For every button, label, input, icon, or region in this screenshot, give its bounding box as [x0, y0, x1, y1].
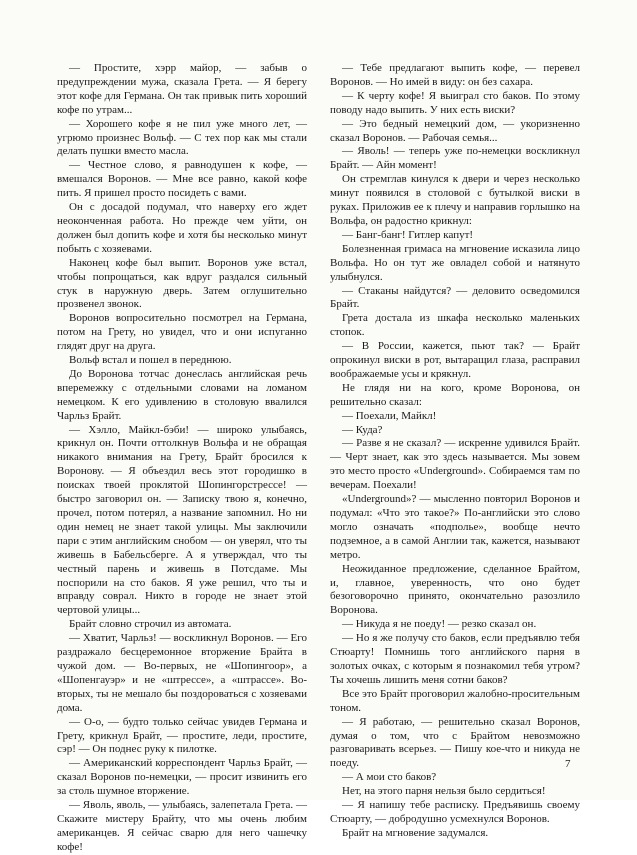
paragraph: Наконец кофе был выпит. Воронов уже встал, чтобы попрощаться, как вдруг раздался сильный стук в наружную дверь. Затем оглушительно прозвенел звонок.: [57, 256, 307, 311]
paragraph: — Я работаю, — решительно сказал Воронов, думая о том, что с Брайтом невозможно разговаривать всерьез. — Пишу кое-что и никуда не поеду.: [330, 715, 580, 770]
paragraph: — Куда?: [342, 423, 383, 436]
paragraph: — Тебе предлагают выпить кофе, — перевел Воронов. — Но имей в виду: он без сахара.: [330, 62, 580, 88]
paragraph: — Разве я не сказал? — искренне удивился Брайт. — Черт знает, как это здесь называется. Мы зовем это место просто «Underground». Собираемся там по вечерам. Поехали!: [330, 437, 580, 492]
paragraph: — Никуда я не поеду! — резко сказал он.: [342, 618, 537, 631]
paragraph: — Американский корреспондент Чарльз Брайт, — сказал Воронов по-немецки, — просит извинить его за столь шумное вторжение.: [57, 757, 307, 798]
paragraph: — В России, кажется, пьют так? — Брайт опрокинул виски в рот, вытаращил глаза, расправил воображаемые усы и крякнул.: [330, 340, 580, 380]
paragraph: — Хэлло, Майкл-бэби! — широко улыбаясь, крикнул он. Почти оттолкнув Вольфа и не обращая никакого внимания на Грету, Брайт бросился к Воронову. — Я объездил весь этот городишко в поисках твоей проклятой Шопингорстрессе! — быстро заговорил он. — Записку твою я, конечно, прочел, потом потерял, а название запомнил. Но ни один немец не знает такой улицы. Мы заключили пари с этим английским снобом — он уверял, что ты живешь в Бабельсберге. А я утверждал, что ты честный парень и живешь в Потсдаме. Мы поспорили на сто баков. Я уже решил, что ты и вправду соврал. Никто в городе не знает этой чертовой улицы...: [57, 423, 307, 617]
paragraph: — Простите, хэрр майор, — забыв о предупреждении мужа, сказала Грета. — Я берегу этот кофе для Германа. Он так привык пить хороший кофе по утрам...: [57, 62, 307, 116]
page-number: 7: [565, 758, 571, 770]
paragraph: Неожиданное предложение, сделанное Брайтом, и, главное, уверенность, что оно будет безоговорочно принято, окончательно разозлило Воронова.: [330, 562, 580, 617]
paragraph: Болезненная гримаса на мгновение исказила лицо Вольфа. Но он тут же овладел собой и натянуто улыбнулся.: [330, 242, 580, 283]
paragraph: — О-о, — будто только сейчас увидев Германа и Грету, крикнул Брайт, — простите, леди, простите, сэр! — Он поднес руку к пилотке.: [57, 715, 307, 756]
paragraph: «Underground»? — мысленно повторил Воронов и подумал: «Что это такое?» По-английски это слово могло означать «подполье», вообще нечто подземное, а в самой Англии так, кажется, называют метро.: [330, 493, 580, 561]
paragraph: — Банг-банг! Гитлер капут!: [342, 228, 474, 241]
paragraph: — Я напишу тебе расписку. Предъявишь своему Стюарту, — добродушно усмехнулся Воронов.: [330, 799, 580, 825]
paragraph: — Поехали, Майкл!: [342, 409, 437, 422]
paragraph: — Но я же получу сто баков, если предъявлю тебя Стюарту! Помнишь того английского парня в золотых очках, с которым я познакомил тебя утром? Ты хочешь лишить меня сотни баков?: [330, 632, 580, 686]
paragraph: — Хорошего кофе я не пил уже много лет, — угрюмо произнес Вольф. — С тех пор как мы стали делать пушки вместо масла.: [57, 117, 307, 158]
left-text-column: [57, 62, 307, 855]
paragraph: Нет, на этого парня нельзя было сердиться!: [342, 785, 546, 798]
paragraph: — Яволь! — теперь уже по-немецки воскликнул Брайт. — Айн момент!: [330, 145, 580, 172]
paragraph: Брайт на мгновение задумался.: [342, 826, 489, 839]
paragraph: Воронов вопросительно посмотрел на Германа, потом на Грету, но увидел, что и они испуганно глядят друг на друга.: [57, 312, 307, 353]
paragraph: Он стремглав кинулся к двери и через несколько минут появился в столовой с бутылкой виски в руках. Приложив ее к плечу и направив горлышко на Вольфа, он радостно крикнул:: [330, 173, 580, 227]
paragraph: Не глядя ни на кого, кроме Воронова, он решительно сказал:: [330, 381, 580, 408]
paragraph: — А мои сто баков?: [342, 771, 437, 784]
paragraph: — Хватит, Чарльз! — воскликнул Воронов. — Его раздражало бесцеремонное вторжение Брайта в чужой дом. — Во-первых, не «Шопингоор», а «Шопенгауэр» и не «штрессе», а «штрассе». Во-вторых, ты не мешало бы поздороваться с хозяевами дома.: [57, 632, 307, 714]
right-text-column: [330, 62, 580, 841]
paragraph: — Яволь, яволь, — улыбаясь, залепетала Грета. — Скажите мистеру Брайту, что мы очень любим американцев. Я сейчас сварю для него чашечку кофе!: [57, 799, 307, 853]
paragraph: — Это бедный немецкий дом, — укоризненно сказал Воронов. — Рабочая семья...: [330, 117, 580, 144]
paragraph: Все это Брайт проговорил жалобно-просительным тоном.: [330, 687, 580, 714]
paragraph: Он с досадой подумал, что наверху его ждет неоконченная работа. Но прежде чем уйти, он должен был допить кофе и хотя бы несколько минут побыть с хозяевами.: [57, 201, 307, 255]
paragraph: — К черту кофе! Я выиграл сто баков. По этому поводу надо выпить. У них есть виски?: [330, 89, 580, 116]
paragraph: Брайт словно строчил из автомата.: [69, 618, 232, 631]
paragraph: — Стаканы найдутся? — деловито осведомился Брайт.: [330, 284, 580, 311]
paragraph: До Воронова тотчас донеслась английская речь вперемежку с отдельными словами на ломаном немецком. К его удивлению в столовую ввалился Чарльз Брайт.: [57, 367, 307, 422]
paragraph: Грета достала из шкафа несколько маленьких стопок.: [330, 312, 580, 339]
paragraph: Вольф встал и пошел в переднюю.: [69, 354, 232, 367]
paragraph: — Честное слово, я равнодушен к кофе, — вмешался Воронов. — Мне все равно, какой кофе пить. Я пришел просто посидеть с вами.: [57, 159, 307, 200]
